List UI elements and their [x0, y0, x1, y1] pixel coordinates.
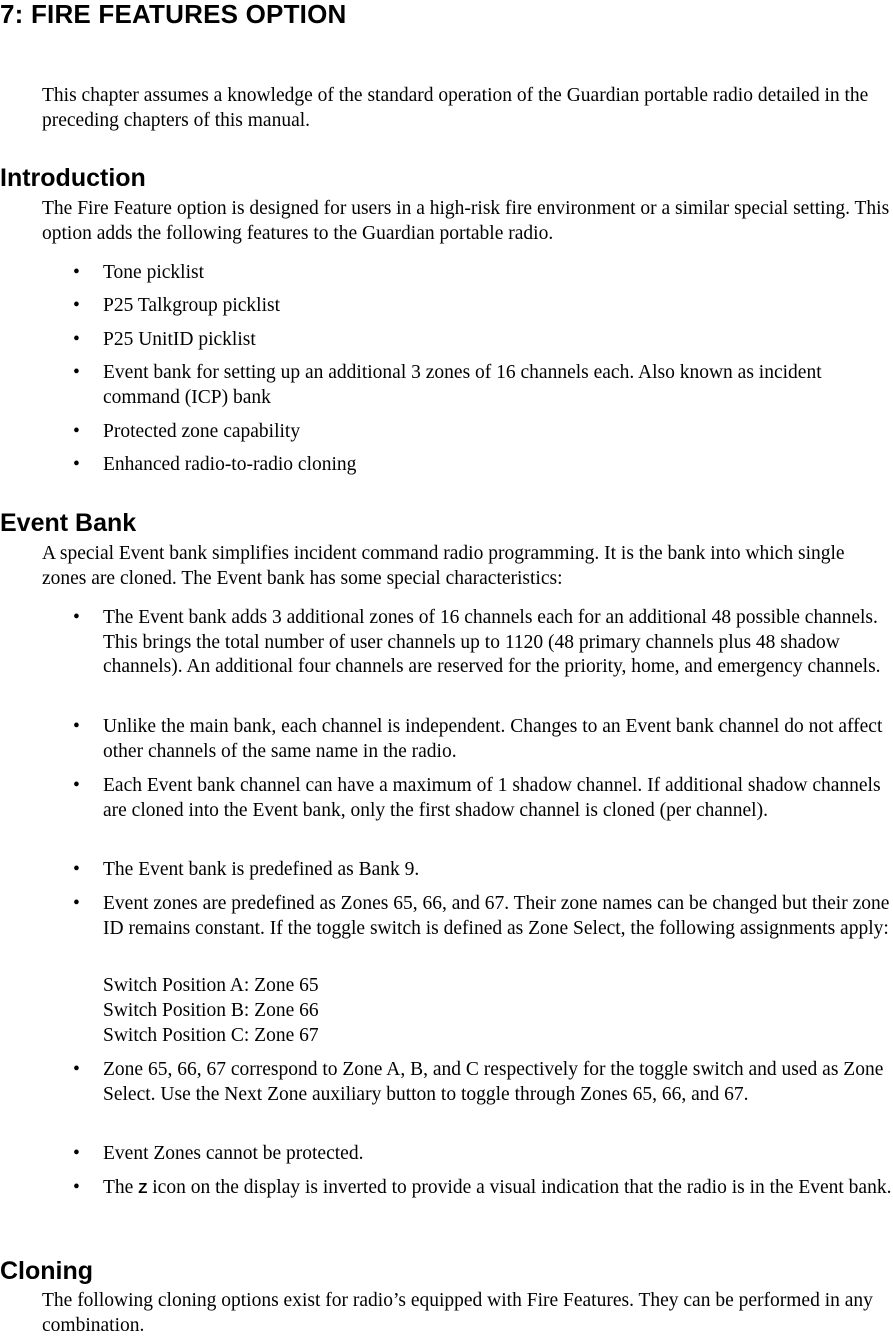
intro-paragraph: This chapter assumes a knowledge of the standard operation of the Guardian portable radio detailed in the preceding chapters of this manual.: [42, 85, 869, 131]
bullet-marker: •: [73, 362, 80, 383]
text-after-icon: icon on the display is inverted to provide a visual indication that the radio is in the Event bank.: [147, 1177, 892, 1198]
list-item-text: Enhanced radio-to-radio cloning: [103, 454, 357, 475]
chapter-title: 7: FIRE FEATURES OPTION: [0, 0, 347, 29]
text-before-icon: The: [103, 1177, 139, 1198]
list-item-text: [103, 1176, 893, 1202]
cloning-heading: Cloning: [0, 1257, 94, 1285]
bullet-marker: •: [73, 716, 80, 737]
bullet-marker: •: [73, 1059, 80, 1080]
bullet-marker: •: [73, 893, 80, 914]
bullet-marker: •: [73, 454, 80, 475]
bullet-marker: •: [73, 1177, 80, 1198]
cloning-paragraph: The following cloning options exist for radio’s equipped with Fire Features. They can be performed in any combination.: [42, 1290, 873, 1336]
list-item-text: Event bank for setting up an additional 3 zones of 16 channels each. Also known as incident command (ICP) bank: [103, 362, 822, 408]
switch-position-c: Switch Position C: Zone 67: [103, 1025, 319, 1046]
event-bank-heading: Event Bank: [0, 509, 137, 537]
bullet-marker: •: [73, 421, 80, 442]
bullet-marker: •: [73, 295, 80, 316]
list-item-text: The Event bank adds 3 additional zones of 16 channels each for an additional 48 possible channels. This brings the total number of user channels up to 1120 (48 primary channels plus 48 shadow channels). An additional four channels are reserved for the priority, home, and emergency channels.: [103, 607, 881, 678]
bullet-marker: •: [73, 329, 80, 350]
list-item-text: Event zones are predefined as Zones 65, 66, and 67. Their zone names can be changed but their zone ID remains constant. If the toggle switch is defined as Zone Select, the following assignments apply:: [103, 893, 890, 939]
list-item-text: P25 UnitID picklist: [103, 329, 256, 350]
introduction-heading: Introduction: [0, 164, 146, 192]
switch-position-b: Switch Position B: Zone 66: [103, 1000, 319, 1021]
bullet-marker: •: [73, 607, 80, 628]
list-item-text: Zone 65, 66, 67 correspond to Zone A, B, and C respectively for the toggle switch and used as Zone Select. Use the Next Zone auxiliary button to toggle through Zones 65, 66, and 67.: [103, 1059, 884, 1105]
list-item-text: Each Event bank channel can have a maximum of 1 shadow channel. If additional shadow channels are cloned into the Event bank, only the first shadow channel is cloned (per channel).: [103, 775, 881, 821]
list-item-text: P25 Talkgroup picklist: [103, 295, 281, 316]
event-bank-paragraph: A special Event bank simplifies incident command radio programming. It is the bank into which single zones are cloned. The Event bank has some special characteristics:: [42, 543, 845, 589]
list-item-text: Tone picklist: [103, 262, 204, 283]
bullet-marker: •: [73, 262, 80, 283]
list-item-text: Event Zones cannot be protected.: [103, 1143, 364, 1164]
introduction-paragraph: The Fire Feature option is designed for users in a high-risk fire environment or a similar special setting. This option adds the following features to the Guardian portable radio.: [42, 198, 890, 244]
switch-position-a: Switch Position A: Zone 65: [103, 975, 319, 996]
zone-z-icon: Z: [138, 1180, 148, 1197]
list-item-text: Unlike the main bank, each channel is independent. Changes to an Event bank channel do not affect other channels of the same name in the radio.: [103, 716, 883, 762]
bullet-marker: •: [73, 859, 80, 880]
list-item-text: The Event bank is predefined as Bank 9.: [103, 859, 420, 880]
list-item-text: Protected zone capability: [103, 421, 301, 442]
bullet-marker: •: [73, 775, 80, 796]
bullet-marker: •: [73, 1143, 80, 1164]
